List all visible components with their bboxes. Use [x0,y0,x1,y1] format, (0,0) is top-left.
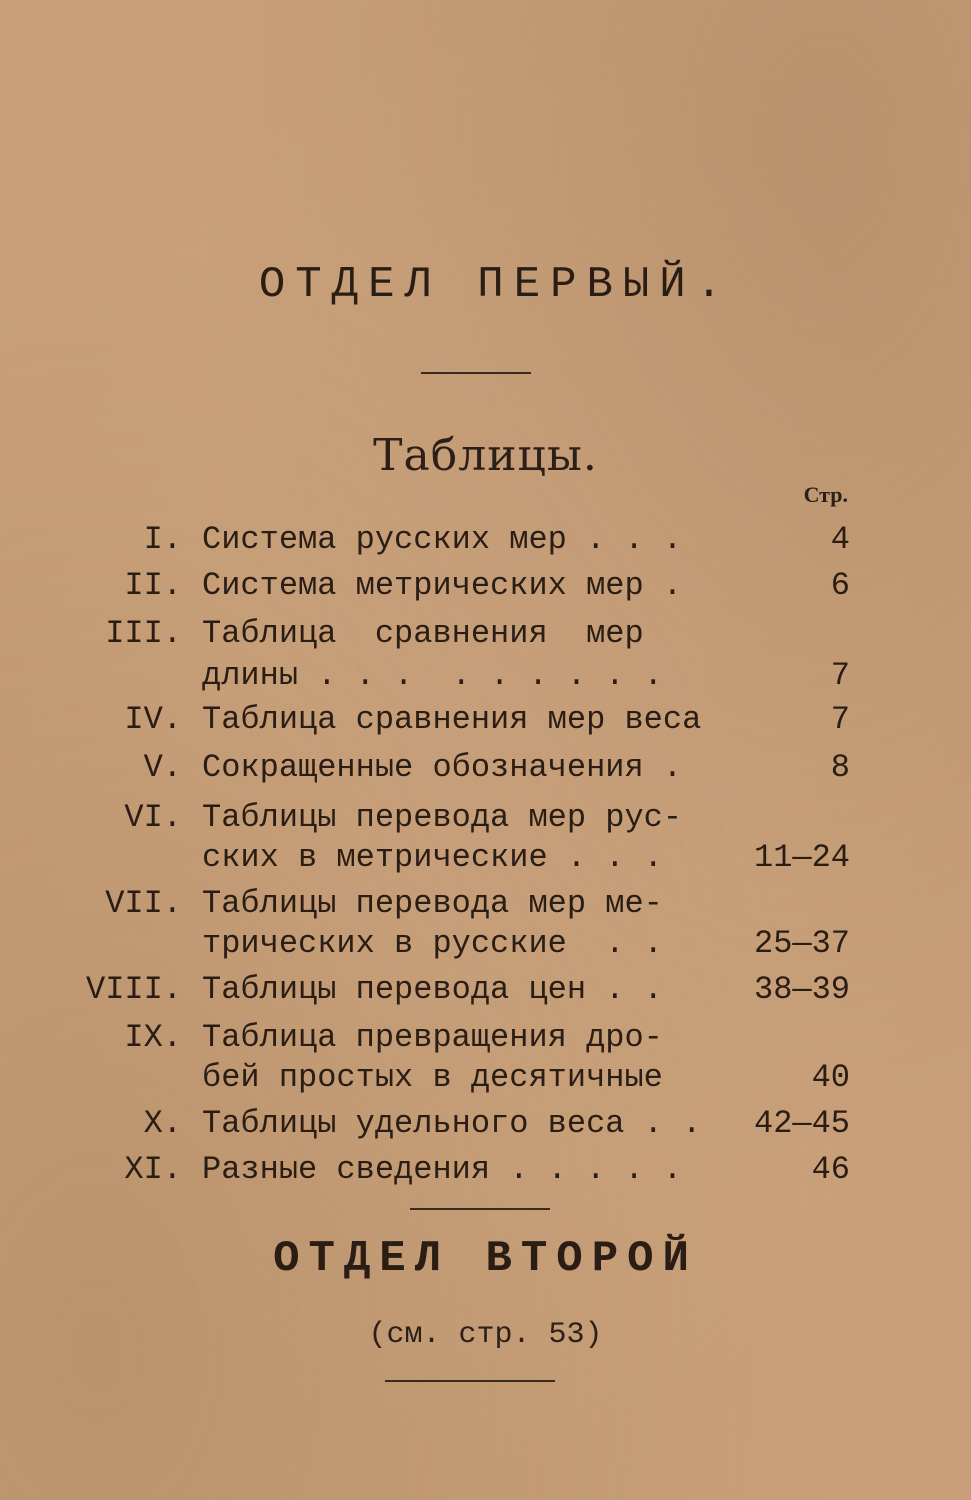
toc-entry-text: Таблица сравнения мер веса [202,701,702,738]
toc-entry-text: Таблицы перевода мер рус- [202,799,683,836]
toc-entry-number: X. [143,1105,182,1142]
page-column-header: Стр. [803,482,848,507]
toc-entry-number: II. [124,567,182,604]
toc-entry-page: 42—45 [753,1105,850,1142]
toc-entry-page: 6 [830,567,850,604]
toc-entry-page: 8 [830,749,850,786]
toc-entry-text: Таблицы перевода цен . . [202,971,663,1008]
toc-entry-text: Таблица превращения дро- [202,1019,663,1056]
toc-entry-number: IX. [124,1019,182,1056]
toc-entry-number: VII. [105,885,182,922]
toc-entry-number: III. [105,615,182,652]
toc-entry-number: XI. [124,1151,182,1188]
toc-entry-page: 46 [811,1151,850,1188]
toc-entry-text: Таблица сравнения мер [202,615,644,652]
toc-entry-page: 7 [830,657,850,694]
toc-entry-page: 4 [830,521,850,558]
toc-entry-page: 25—37 [753,925,850,962]
toc-entry-page: 7 [830,701,850,738]
section-two-title: ОТДЕЛ ВТОРОЙ [273,1234,698,1284]
toc-entry-text: Система русских мер . . . [202,521,683,558]
toc-entry-text: Разные сведения . . . . . [202,1151,683,1188]
divider-rule [421,372,531,374]
toc-entry-text-continued: трических в русские . . [202,925,663,962]
toc-entry-number: V. [143,749,182,786]
toc-entry-number: VIII. [85,971,182,1008]
toc-entry-number: I. [143,521,182,558]
toc-entry-text-continued: длины . . . . . . . . . [202,657,663,694]
toc-entry-text: Таблицы удельного веса . . [202,1105,702,1142]
divider-rule [410,1208,550,1210]
tables-subtitle: Таблицы. [373,430,598,481]
toc-entry-text: Таблицы перевода мер ме- [202,885,663,922]
section-two-page-note: (см. стр. 53) [368,1318,603,1352]
toc-entry-page: 38—39 [753,971,850,1008]
toc-entry-page: 40 [811,1059,850,1096]
toc-entry-page: 11—24 [753,839,850,876]
toc-entry-text-continued: ских в метрические . . . [202,839,663,876]
toc-entry-text: Сокращенные обозначения . [202,749,683,786]
divider-rule [385,1380,555,1382]
section-one-title: ОТДЕЛ ПЕРВЫЙ. [258,260,733,310]
toc-entry-number: VI. [124,799,182,836]
toc-entry-text: Система метрических мер . [202,567,683,604]
toc-entry-number: IV. [124,701,182,738]
toc-entry-text-continued: бей простых в десятичные [202,1059,663,1096]
